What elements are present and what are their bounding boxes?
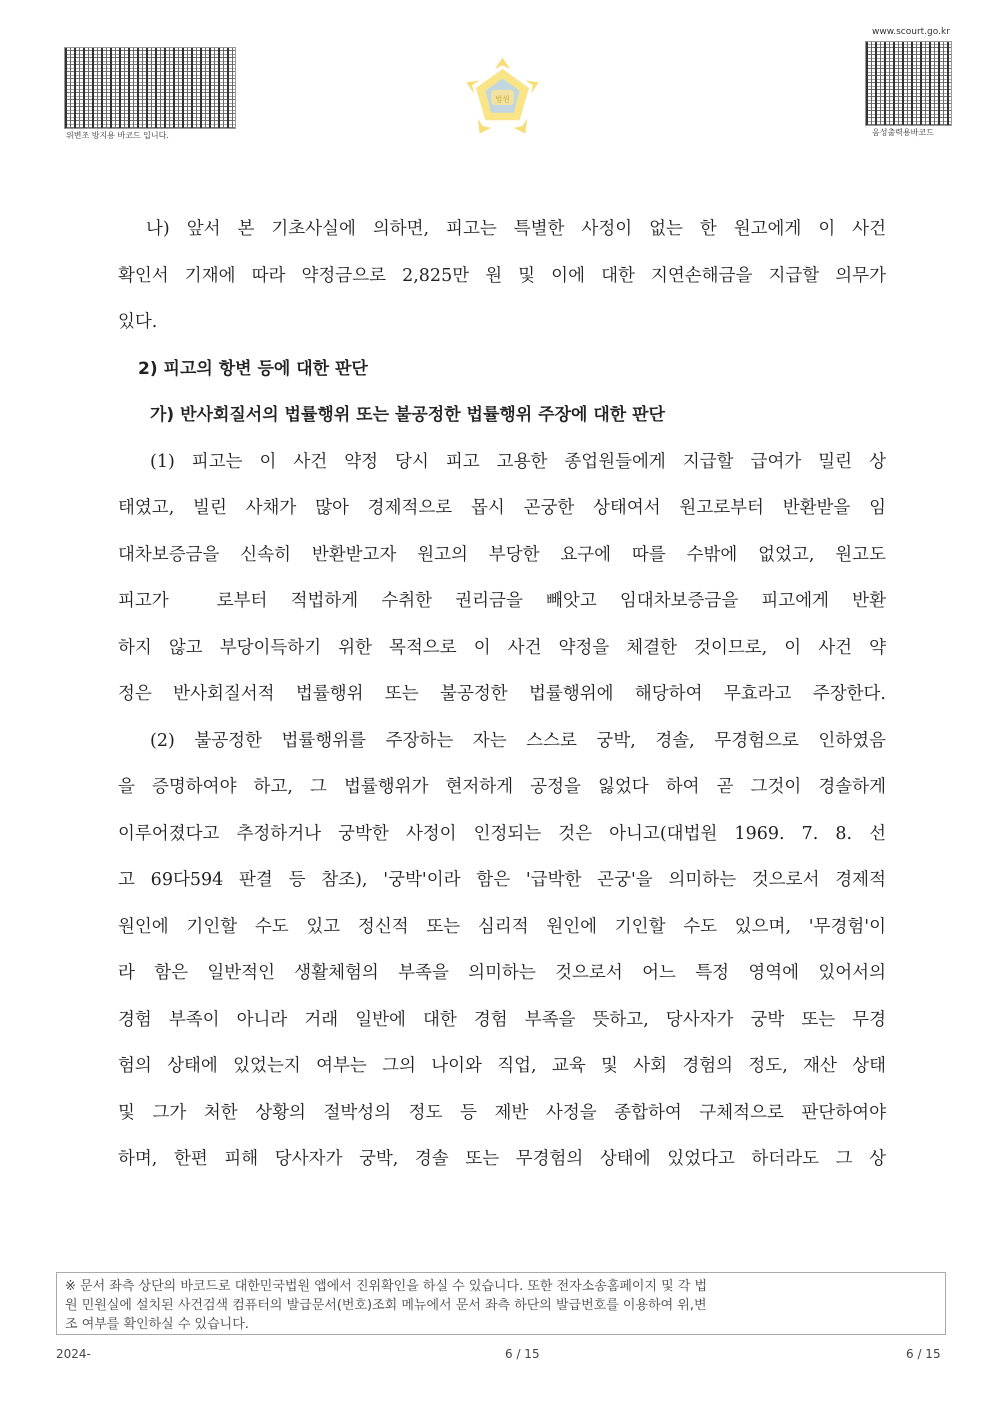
text-line: 태였고, 빌린 사채가 많아 경제적으로 몹시 곤궁한 상태여서 원고로부터 반환받을 임 [118, 498, 886, 518]
audio-barcode [865, 41, 952, 126]
verification-barcode [64, 47, 236, 129]
site-url: www.scourt.go.kr [872, 27, 950, 37]
text-segment: 피고가 [118, 591, 169, 611]
text-line: 이루어졌다고 추정하거나 궁박한 사정이 인정되는 것은 아니고(대법원 1969. 7. 8. 선 [118, 823, 886, 844]
page-number-right: 6 / 15 [906, 1347, 941, 1361]
text-segment: 로부터 적법하게 수취한 권리금을 빼앗고 임대차보증금을 피고에게 반환 [216, 591, 886, 611]
text-line: 정은 반사회질서적 법률행위 또는 불공정한 법률행위에 해당하여 무효라고 주장한다. [118, 684, 886, 704]
text-line: (1) 피고는 이 사건 약정 당시 피고 고용한 종업원들에게 지급할 급여가 밀린 상 [150, 451, 886, 472]
audio-barcode-caption: 음성출력용바코드 [872, 128, 934, 137]
verification-notice [56, 1272, 946, 1335]
text-line: 고 69다594 판결 등 참조), '궁박'이라 함은 '급박한 곤궁'을 의미하는 것으로서 경제적 [118, 870, 886, 890]
section-heading: 2) 피고의 항변 등에 대한 판단 [138, 358, 368, 379]
text-line: 대차보증금을 신속히 반환받고자 원고의 부당한 요구에 따를 수밖에 없었고, 원고도 [118, 544, 886, 565]
verification-barcode-caption: 위변조 방지용 바코드 입니다. [66, 131, 169, 140]
notice-line: 원 민원실에 설치된 사건검색 컴퓨터의 발급문서(번호)조회 메뉴에서 문서 좌측 하단의 발급번호를 이용하여 위,변 [65, 1298, 707, 1313]
page-number-center: 6 / 15 [505, 1347, 540, 1361]
text-line: 원인에 기인할 수도 있고 정신적 또는 심리적 원인에 기인할 수도 있으며, '무경험'이 [118, 916, 886, 937]
text-line: 확인서 기재에 따라 약정금으로 2,825만 원 및 이에 대한 지연손해금을 지급할 의무가 [118, 265, 886, 286]
text-line: 라 함은 일반적인 생활체험의 부족을 의미하는 것으로서 어느 특정 영역에 있어서의 [118, 963, 886, 983]
court-emblem-icon [455, 50, 550, 145]
text-line: 하며, 한편 피해 당사자가 궁박, 경솔 또는 무경험의 상태에 있었다고 하더라도 그 상 [118, 1149, 886, 1169]
issue-number: 2024- [56, 1347, 91, 1361]
text-line: 하지 않고 부당이득하기 위한 목적으로 이 사건 약정을 체결한 것이므로, 이 사건 약 [118, 637, 886, 658]
text-line: 경험 부족이 아니라 거래 일반에 대한 경험 부족을 뜻하고, 당사자가 궁박 또는 무경 [118, 1009, 886, 1030]
text-line: 나) 앞서 본 기초사실에 의하면, 피고는 특별한 사정이 없는 한 원고에게 이 사건 [146, 219, 886, 239]
text-line-redacted [118, 578, 886, 625]
subsection-heading: 가) 반사회질서의 법률행위 또는 불공정한 법률행위 주장에 대한 판단 [150, 405, 665, 425]
judgment-body [118, 206, 886, 1183]
text-line: 을 증명하여야 하고, 그 법률행위가 현저하게 공정을 잃었다 하여 곧 그것이 경솔하게 [118, 777, 886, 797]
notice-line: 조 여부를 확인하실 수 있습니다. [65, 1317, 249, 1332]
text-line: 있다. [118, 312, 158, 332]
notice-line: ※ 문서 좌측 상단의 바코드로 대한민국법원 앱에서 진위확인을 하실 수 있습니다. 또한 전자소송홈페이지 및 각 법 [65, 1279, 708, 1294]
emblem-label: 법원 [495, 94, 510, 104]
text-line: (2) 불공정한 법률행위를 주장하는 자는 스스로 궁박, 경솔, 무경험으로 인하였음 [150, 730, 886, 751]
text-line: 험의 상태에 있었는지 여부는 그의 나이와 직업, 교육 및 사회 경험의 정도, 재산 상태 [118, 1056, 886, 1076]
text-line: 및 그가 처한 상황의 절박성의 정도 등 제반 사정을 종합하여 구체적으로 판단하여야 [118, 1102, 886, 1123]
